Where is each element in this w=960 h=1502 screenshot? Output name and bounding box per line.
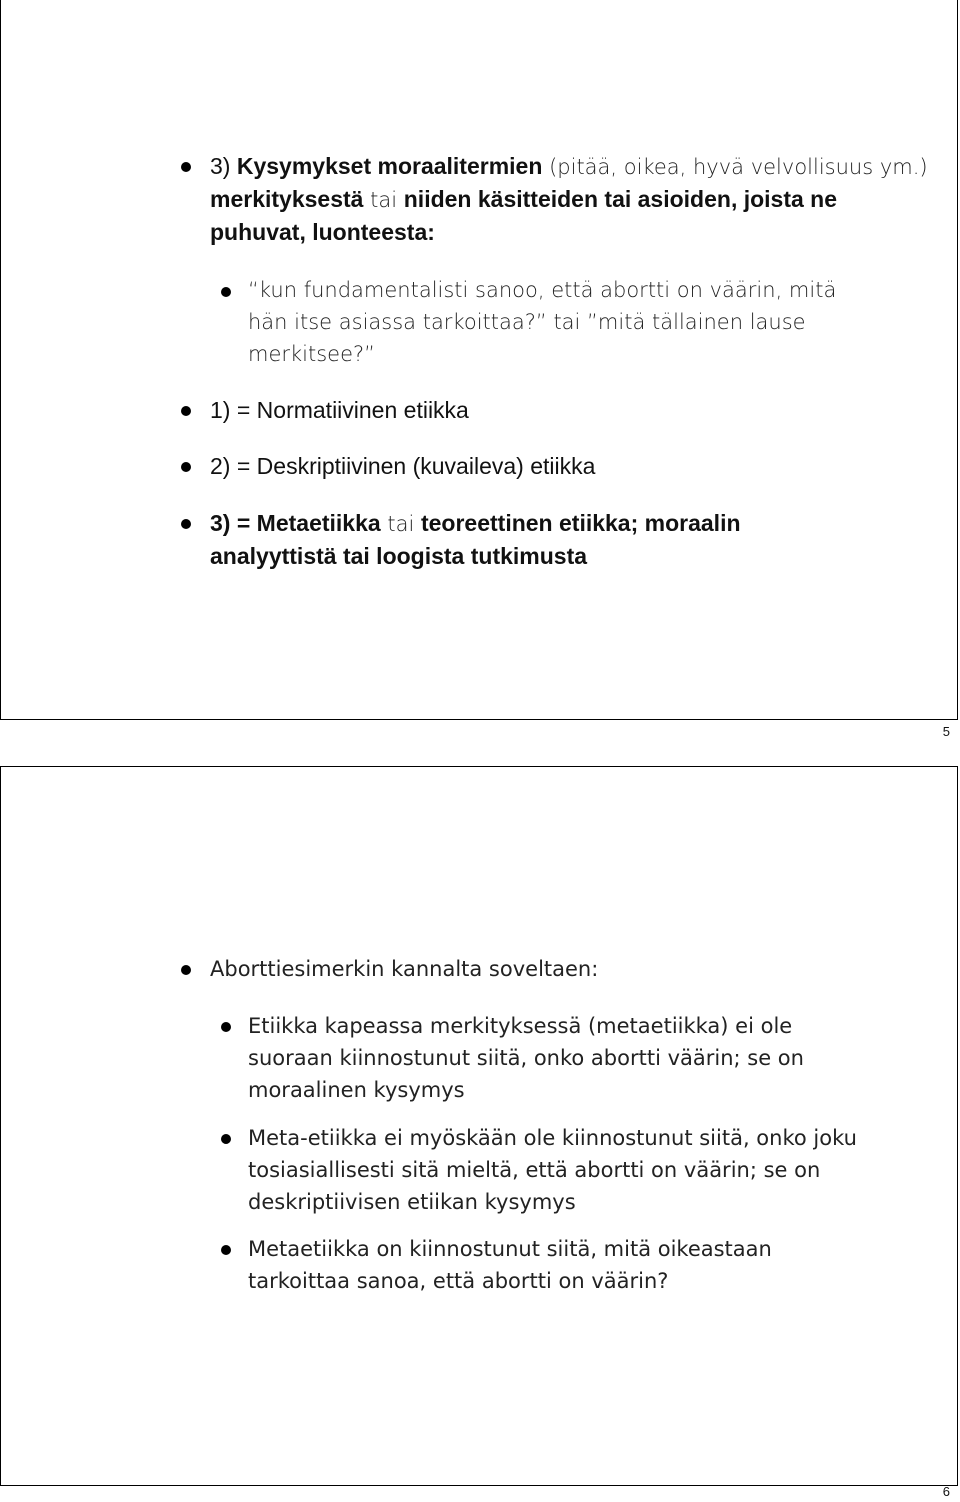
item3-bold3: niiden käsitteiden tai asioiden, joista ne puhuvat, luonteesta: bbox=[210, 186, 838, 245]
bullet-icon bbox=[221, 287, 231, 297]
slide5-def-2: 2) = Deskriptiivinen (kuvaileva) etiikka bbox=[210, 453, 596, 479]
item3-normal1: (pitää, oikea, hyvä velvollisuus ym.) bbox=[542, 155, 928, 179]
page-number: 5 bbox=[942, 724, 950, 739]
page-number: 6 bbox=[942, 1484, 950, 1499]
bullet-icon bbox=[221, 1022, 231, 1032]
def3-normal: tai bbox=[380, 512, 421, 536]
bullet-icon bbox=[221, 1245, 231, 1255]
def3-bold-a: 3) = Metaetiikka bbox=[210, 510, 381, 536]
slide5-def-1: 1) = Normatiivinen etiikka bbox=[210, 397, 469, 423]
slide6-heading: Aborttiesimerkin kannalta soveltaen: bbox=[210, 957, 599, 981]
item3-normal2: tai bbox=[363, 188, 404, 212]
bullet-icon bbox=[221, 1134, 231, 1144]
bullet-icon bbox=[181, 406, 191, 416]
slide5-def-3 bbox=[210, 507, 810, 572]
item3-prefix: 3) bbox=[210, 153, 237, 179]
slide6-sub-1: Etiikka kapeassa merkityksessä (metaetiikka) ei ole suoraan kiinnostunut siitä, onko abortti väärin; se on moraalinen kysymys bbox=[248, 1014, 804, 1102]
item3-bold2: merkityksestä bbox=[210, 186, 364, 212]
bullet-icon bbox=[181, 162, 191, 172]
slide6-sub-3: Metaetiikka on kiinnostunut siitä, mitä oikeastaan tarkoittaa sanoa, että abortti on väärin? bbox=[248, 1237, 772, 1293]
bullet-icon bbox=[181, 965, 191, 975]
slide6-sub-2: Meta-etiikka ei myöskään ole kiinnostunut siitä, onko joku tosiasiallisesti sitä mieltä, että abortti on väärin; se on deskriptiivisen etiikan kysymys bbox=[248, 1126, 857, 1214]
def3-bold-c: teoreettinen etiikka; moraalin analyyttistä tai loogista tutkimusta bbox=[210, 510, 741, 569]
bullet-icon bbox=[181, 462, 191, 472]
item3-bold1: Kysymykset moraalitermien bbox=[236, 153, 543, 179]
bullet-icon bbox=[181, 519, 191, 529]
slide5-item-3 bbox=[210, 150, 930, 248]
slide5-sub-quote: “kun fundamentalisti sanoo, että abortti on väärin, mitä hän itse asiassa tarkoittaa?” tai ”mitä tällainen lause merkitsee?” bbox=[248, 278, 837, 366]
